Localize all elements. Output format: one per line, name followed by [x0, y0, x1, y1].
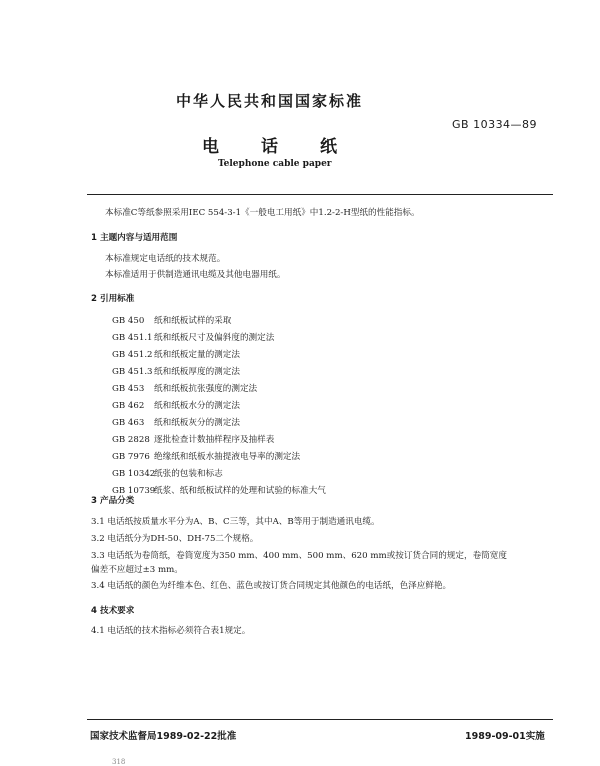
document-title: 电话纸	[202, 137, 379, 157]
section-1-line: 本标准规定电话纸的技术规范。	[105, 254, 226, 264]
section-3-item-continued: 偏差不应超过±3 mm。	[91, 565, 183, 575]
reference-item: GB 451.3纸和纸板厚度的测定法	[112, 367, 240, 377]
page-number: 318	[112, 758, 126, 766]
approval-date: 国家技术监督局1989-02-22批准	[90, 731, 237, 742]
section-2-heading: 2 引用标准	[91, 294, 135, 304]
section-3-item: 3.1 电话纸按质量水平分为A、B、C三等，其中A、B等用于制造通讯电缆。	[91, 517, 380, 527]
effective-date: 1989-09-01实施	[465, 731, 545, 742]
reference-item: GB 451.2纸和纸板定量的测定法	[112, 350, 240, 360]
document-title-english: Telephone cable paper	[218, 159, 332, 169]
header-divider	[87, 194, 553, 195]
reference-item: GB 7976 绝缘纸和纸板水抽提液电导率的测定法	[112, 452, 301, 462]
reference-item: GB 10342纸张的包装和标志	[112, 469, 223, 479]
section-1-heading: 1 主题内容与适用范围	[91, 233, 178, 243]
reference-item: GB 462 纸和纸板水分的测定法	[112, 401, 240, 411]
section-3-item: 3.2 电话纸分为DH-50、DH-75二个规格。	[91, 534, 259, 544]
footer-divider	[87, 719, 553, 720]
intro-paragraph: 本标准C等纸参照采用IEC 554-3-1《一般电工用纸》中1.2-2-H型纸的性能指标。	[105, 208, 420, 218]
section-3-heading: 3 产品分类	[91, 496, 135, 506]
reference-item: GB 2828 逐批检查计数抽样程序及抽样表	[112, 435, 275, 445]
standard-organization: 中华人民共和国国家标准	[176, 92, 364, 110]
section-3-item: 3.3 电话纸为卷筒纸，卷筒宽度为350 mm、400 mm、500 mm、620 mm或按订货合同的规定，卷筒宽度	[91, 551, 507, 561]
section-4-item: 4.1 电话纸的技术指标必须符合表1规定。	[91, 626, 251, 636]
reference-item: GB 450 纸和纸板试样的采取	[112, 316, 232, 326]
section-3-item: 3.4 电话纸的颜色为纤维本色、红色、蓝色或按订货合同规定其他颜色的电话纸，色泽应鲜艳。	[91, 581, 452, 591]
reference-item: GB 453 纸和纸板抗张强度的测定法	[112, 384, 258, 394]
reference-item: GB 463 纸和纸板灰分的测定法	[112, 418, 240, 428]
reference-item: GB 10739纸浆、纸和纸板试样的处理和试验的标准大气	[112, 486, 326, 496]
section-4-heading: 4 技术要求	[91, 606, 135, 616]
reference-item: GB 451.1纸和纸板尺寸及偏斜度的测定法	[112, 333, 275, 343]
section-1-line: 本标准适用于供制造通讯电缆及其他电器用纸。	[105, 270, 286, 280]
standard-code: GB 10334—89	[452, 118, 538, 131]
